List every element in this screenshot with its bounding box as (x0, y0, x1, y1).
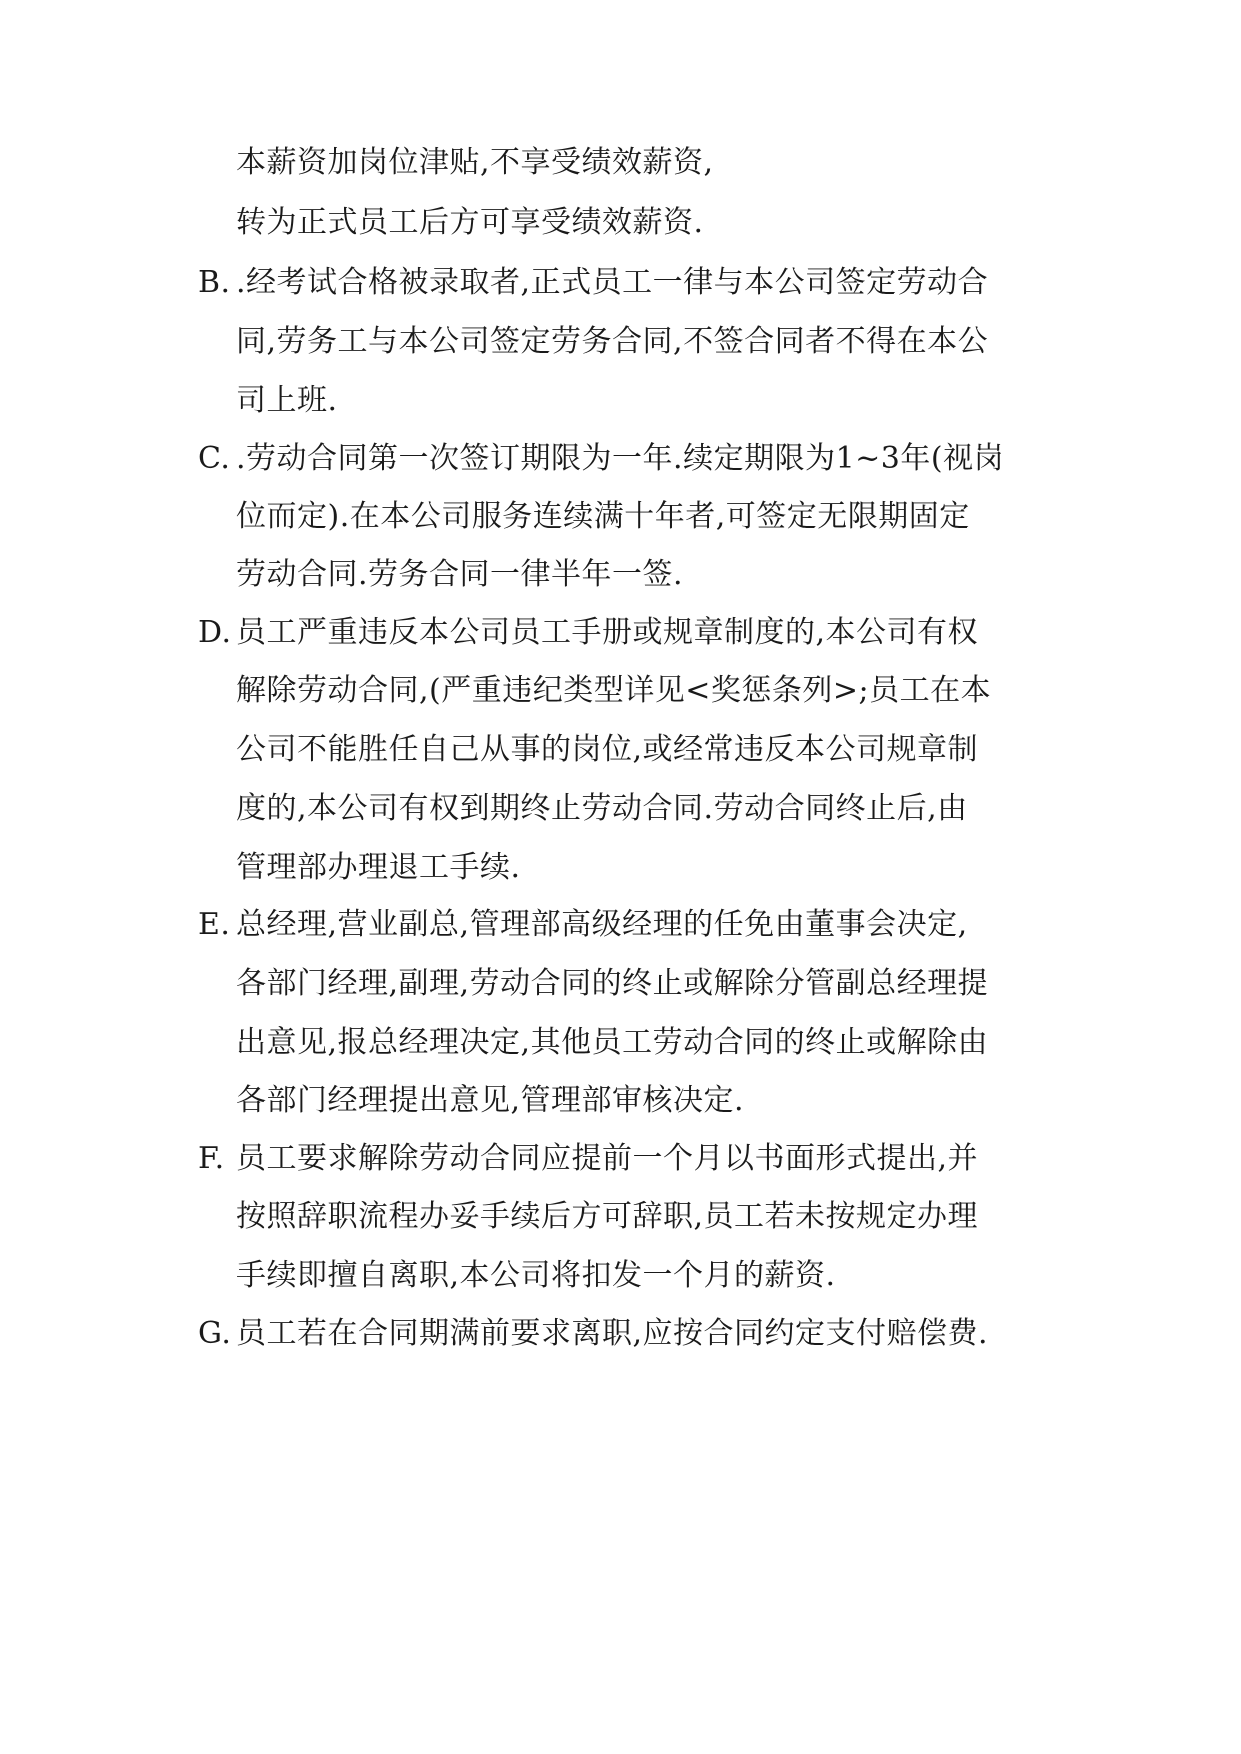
item-b-line: 司上班. (236, 383, 338, 418)
item-f-text: 员工要求解除劳动合同应提前一个月以书面形式提出,并 (236, 1141, 979, 1176)
item-c-marker: C. (198, 441, 231, 476)
item-e-marker: E. (198, 907, 231, 942)
item-c-line: 劳动合同.劳务合同一律半年一签. (236, 557, 684, 592)
item-e-text: 总经理,营业副总,管理部高级经理的任免由董事会决定, (236, 907, 968, 942)
item-c-line: 位而定).在本公司服务连续满十年者,可签定无限期固定 (236, 499, 970, 534)
item-g-text: 员工若在合同期满前要求离职,应按合同约定支付赔偿费. (236, 1316, 989, 1351)
item-c-text: .劳动合同第一次签订期限为一年.续定期限为1~3年(视岗 (236, 441, 1005, 476)
item-b-first-line (198, 263, 988, 303)
item-d-first-line (198, 613, 978, 653)
item-g-first-line (198, 1314, 988, 1354)
item-d-line: 度的,本公司有权到期终止劳动合同.劳动合同终止后,由 (236, 791, 968, 826)
item-b-line: 同,劳务工与本公司签定劳务合同,不签合同者不得在本公 (236, 324, 989, 359)
item-d-text: 员工严重违反本公司员工手册或规章制度的,本公司有权 (236, 615, 979, 650)
item-e-first-line (198, 905, 968, 945)
item-e-line: 各部门经理,副理,劳动合同的终止或解除分管副总经理提 (236, 966, 989, 1001)
item-f-marker: F. (198, 1141, 225, 1176)
item-c-first-line (198, 439, 1004, 479)
item-d-marker: D. (198, 615, 232, 650)
item-b-text: .经考试合格被录取者,正式员工一律与本公司签定劳动合 (236, 265, 989, 300)
intro-line: 本薪资加岗位津贴,不享受绩效薪资, (236, 145, 714, 180)
item-d-line: 公司不能胜任自己从事的岗位,或经常违反本公司规章制 (236, 732, 979, 767)
item-g-marker: G. (198, 1316, 232, 1351)
item-f-line: 手续即擅自离职,本公司将扣发一个月的薪资. (236, 1258, 836, 1293)
intro-line: 转为正式员工后方可享受绩效薪资. (236, 205, 704, 240)
item-e-line: 各部门经理提出意见,管理部审核决定. (236, 1083, 745, 1118)
item-f-first-line (198, 1139, 978, 1179)
item-b-marker: B. (198, 265, 231, 300)
item-d-line: 管理部办理退工手续. (236, 850, 521, 885)
item-d-line: 解除劳动合同,(严重违纪类型详见<奖惩条列>;员工在本 (236, 673, 992, 708)
item-f-line: 按照辞职流程办妥手续后方可辞职,员工若未按规定办理 (236, 1199, 979, 1234)
item-e-line: 出意见,报总经理决定,其他员工劳动合同的终止或解除由 (236, 1025, 989, 1060)
